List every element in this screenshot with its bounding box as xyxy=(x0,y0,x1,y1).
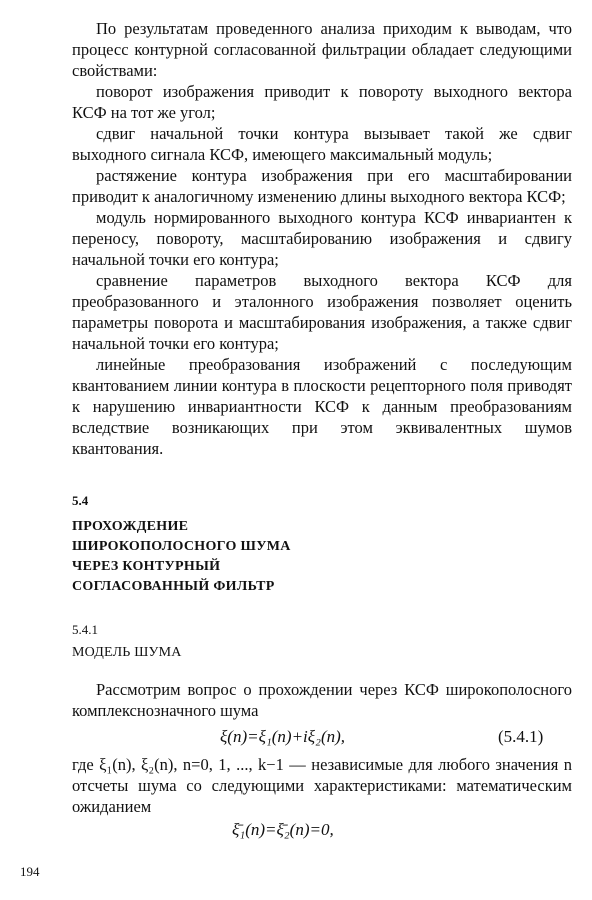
section-title-line: СОГЛАСОВАННЫЙ ФИЛЬТР xyxy=(72,579,275,594)
equation-number: (5.4.1) xyxy=(498,727,544,746)
paragraph-noise-characteristics: где ξ₁(n), ξ₂(n), n=0, 1, ..., k−1 — независимые для любого значения n отсчеты шума со следующими характеристиками: математическим ожиданием xyxy=(72,755,572,816)
section-title-line: ПРОХОЖДЕНИЕ xyxy=(72,519,189,534)
page-number: 194 xyxy=(20,864,40,879)
subsection-title: МОДЕЛЬ ШУМА xyxy=(72,645,182,660)
properties-text-block xyxy=(72,18,572,459)
section-title xyxy=(72,517,291,597)
list-item-scaling: растяжение контура изображения при его масштабировании приводит к аналогичному изменению длины выходного вектора КСФ; xyxy=(72,166,572,206)
section-number: 5.4 xyxy=(72,493,89,508)
paragraph-intro-properties: По результатам проведенного анализа приходим к выводам, что процесс контурной согласованной фильтрации обладает следующими свойствами: xyxy=(72,19,572,80)
noise-characteristics-block xyxy=(72,754,572,817)
section-title-line: ШИРОКОПОЛОСНОГО ШУМА xyxy=(72,539,291,554)
list-item-quantization: линейные преобразования изображений с последующим квантованием линии контура в плоскости рецепторного поля приводят к нарушению инвариантности КСФ к данным преобразованиям вследствие возникающих при этом эквивалентных шумов квантования. xyxy=(72,355,572,458)
equation-noise-definition: ξ(n)=ξ₁(n)+iξ₂(n), xyxy=(220,727,346,746)
list-item-rotation: поворот изображения приводит к повороту выходного вектора КСФ на тот же угол; xyxy=(72,82,572,122)
list-item-parameter-comparison: сравнение параметров выходного вектора КСФ для преобразованного и эталонного изображения позволяет оценить параметры поворота и масштабирования изображения, а также сдвиг начальной точки его контура; xyxy=(72,271,572,353)
subsection-number: 5.4.1 xyxy=(72,622,98,637)
paragraph-noise-intro: Рассмотрим вопрос о прохождении через КСФ широкополосного комплекснозначного шума xyxy=(72,680,572,720)
section-title-line: ЧЕРЕЗ КОНТУРНЫЙ xyxy=(72,559,221,574)
noise-intro-block xyxy=(72,679,572,721)
list-item-start-shift: сдвиг начальной точки контура вызывает такой же сдвиг выходного сигнала КСФ, имеющего максимальный модуль; xyxy=(72,124,572,164)
equation-mean-zero: ξ̄₁(n)=ξ̄₂(n)=0, xyxy=(232,820,334,839)
list-item-modulus-invariance: модуль нормированного выходного контура КСФ инвариантен к переносу, повороту, масштабированию изображения и сдвигу начальной точки его контура; xyxy=(72,208,572,269)
